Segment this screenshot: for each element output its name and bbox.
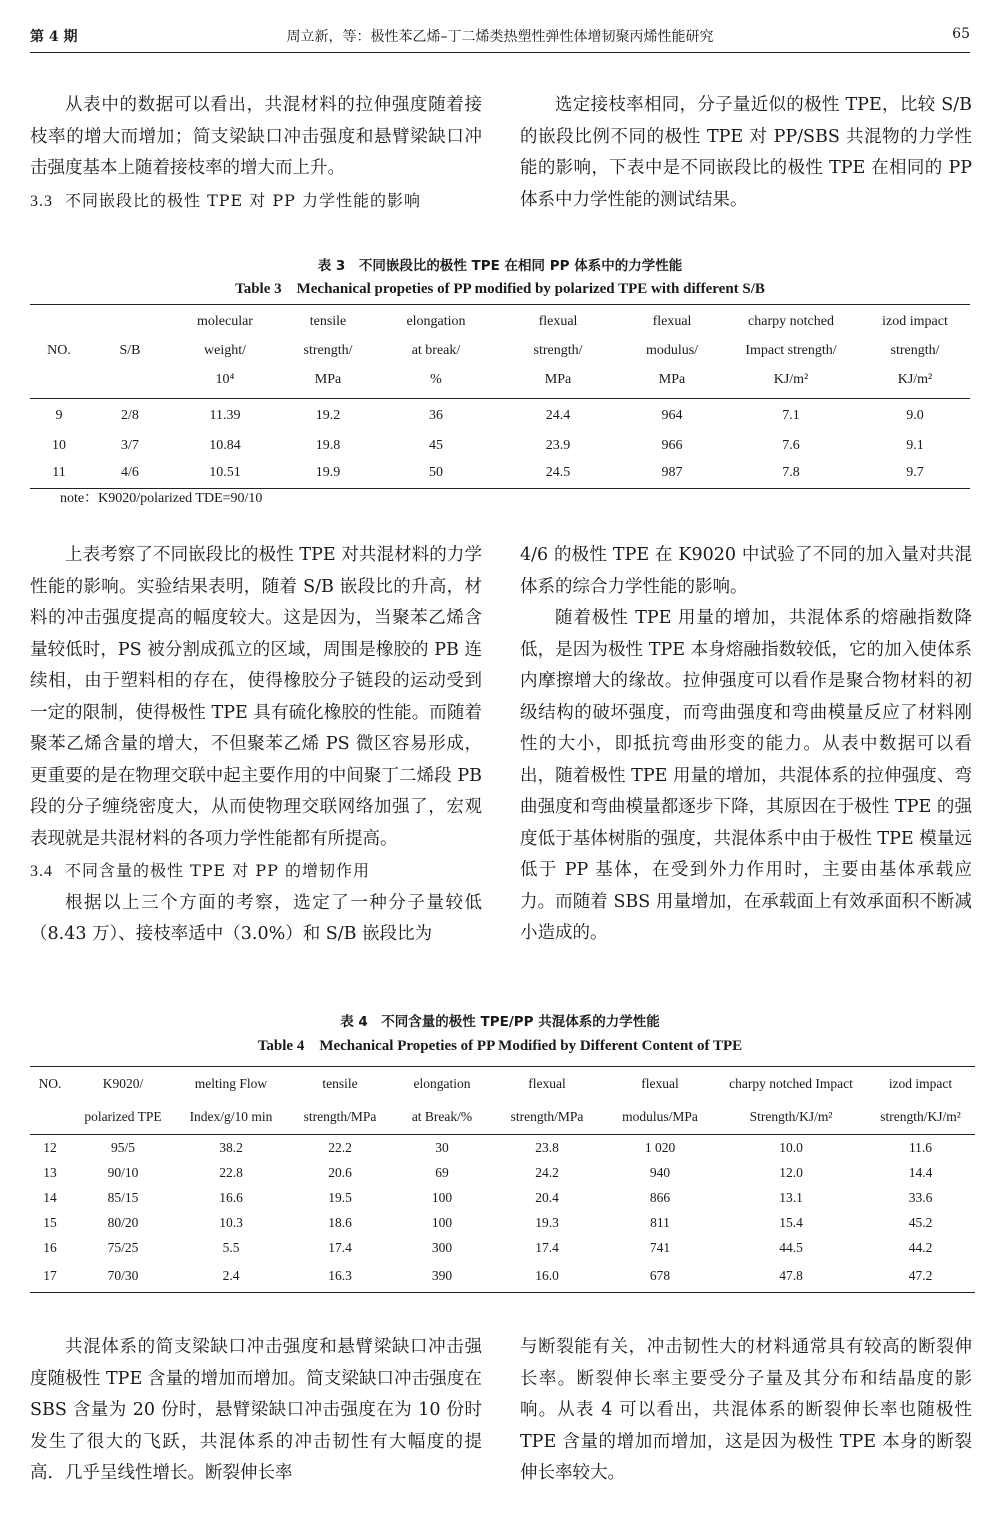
table-header-cell: strength/MPa bbox=[490, 1101, 604, 1135]
table-cell: 1 020 bbox=[644, 1139, 676, 1155]
table-cell: 9.7 bbox=[860, 459, 970, 489]
header-rule bbox=[30, 52, 970, 53]
table-header-cell: melting Flow bbox=[176, 1067, 286, 1101]
table-header-cell: Index/g/10 min bbox=[176, 1101, 286, 1135]
bottom-right-column bbox=[520, 1332, 972, 1490]
page-number: 65 bbox=[952, 26, 970, 42]
table-cell: 5.5 bbox=[222, 1240, 240, 1255]
table-cell: 24.5 bbox=[494, 459, 622, 489]
table-header-cell: Strength/KJ/m² bbox=[716, 1101, 866, 1135]
table-header-cell: strength/KJ/m² bbox=[866, 1101, 975, 1135]
table-cell: 741 bbox=[649, 1240, 671, 1255]
table-cell: 47.8 bbox=[716, 1261, 866, 1293]
table-cell: 22.2 bbox=[328, 1139, 352, 1155]
table-cell: 3/7 bbox=[121, 437, 139, 453]
middle-left-column bbox=[30, 540, 482, 951]
table3-caption-en: Table 3 Mechanical propeties of PP modified by polarized TPE with different S/B bbox=[235, 281, 765, 297]
table-header-cell: molecular bbox=[172, 305, 278, 339]
table-cell: 964 bbox=[661, 407, 683, 423]
table-header-cell: MPa bbox=[494, 363, 622, 399]
table-cell: 22.8 bbox=[219, 1165, 243, 1180]
running-title: 周立新，等：极性苯乙烯–丁二烯类热塑性弹性体增韧聚丙烯性能研究 bbox=[286, 29, 714, 45]
bottom-left-column bbox=[30, 1332, 482, 1490]
table-cell: 47.2 bbox=[866, 1261, 975, 1293]
table-row bbox=[30, 1236, 975, 1261]
table4-caption-en: Table 4 Mechanical Propeties of PP Modified by Different Content of TPE bbox=[257, 1038, 743, 1054]
paragraph: 上表考察了不同嵌段比的极性 TPE 对共混材料的力学性能的影响。实验结果表明，随着 S/B 嵌段比的升高，材料的冲击强度提高的幅度较大。这是因为，当聚苯乙烯含量较低时，PS 被分割成孤立的区域，周围是橡胶的 PB 连续相，由于塑料相的存在，使得橡胶分子链段的运动受到一定的限制，使得极性 TPE 具有硫化橡胶的性能。而随着聚苯乙烯含量的增大，不但聚苯乙烯 PS 微区容易形成，更重要的是在物理交联中起主要作用的中间聚丁二烯段 PB 段的分子缠绕密度大，从而使物理交联网络加强了，宏观表现就是共混材料的各项力学性能都有所提高。 bbox=[30, 545, 482, 849]
table-header-cell: elongation bbox=[394, 1067, 490, 1101]
table-cell: 18.6 bbox=[328, 1215, 352, 1230]
table-header-cell bbox=[88, 305, 172, 339]
table-row bbox=[30, 459, 970, 489]
table-cell: 10 bbox=[52, 437, 66, 453]
table-cell: 100 bbox=[431, 1215, 453, 1230]
table-cell: 4/6 bbox=[88, 459, 172, 489]
table-header-cell: NO. bbox=[30, 1067, 70, 1101]
table-header-cell: izod impact bbox=[866, 1067, 975, 1101]
table-cell: 13.1 bbox=[779, 1190, 803, 1205]
table-header-cell: flexual bbox=[604, 1067, 716, 1101]
table-header-cell: izod impact bbox=[860, 305, 970, 339]
table-cell: 20.4 bbox=[535, 1190, 559, 1205]
running-header bbox=[30, 12, 970, 52]
table-cell: 44.2 bbox=[908, 1240, 933, 1255]
paragraph: 4/6 的极性 TPE 在 K9020 中试验了不同的加入量对共混体系的综合力学性能的影响。 bbox=[520, 545, 972, 597]
table-header-cell: elongation bbox=[378, 305, 494, 339]
table-header-cell: flexual bbox=[622, 305, 722, 339]
table-cell: 10.0 bbox=[779, 1139, 803, 1155]
table-cell: 50 bbox=[378, 459, 494, 489]
table-cell: 2.4 bbox=[176, 1261, 286, 1293]
table-cell: 16.6 bbox=[219, 1190, 243, 1205]
table-row bbox=[30, 1211, 975, 1236]
table-header-cell: flexual bbox=[490, 1067, 604, 1101]
table-header-cell: MPa bbox=[278, 363, 378, 399]
section-number: 3.3 bbox=[30, 192, 53, 210]
table-header-cell: 10⁴ bbox=[172, 363, 278, 399]
table-cell: 90/10 bbox=[107, 1165, 139, 1180]
table-row bbox=[30, 1135, 975, 1161]
table-row bbox=[30, 433, 970, 459]
table-header-cell bbox=[30, 1101, 70, 1135]
table-cell: 811 bbox=[650, 1215, 670, 1230]
paragraph: 随着极性 TPE 用量的增加，共混体系的熔融指数降低，是因为极性 TPE 本身熔融指数较低，它的加入使体系内摩擦增大的缘故。拉伸强度可以看作是聚合物材料的初级结构的破坏强度，而弯曲强度和弯曲模量反应了材料刚性的大小，即抵抗弯曲形变的能力。从表中数据可以看出，随着极性 TPE 用量的增加，共混体系的拉伸强度、弯曲强度和弯曲模量都逐步下降，其原因在于极性 TPE 的强度低于基体树脂的强度，共混体系中由于极性 TPE 模量远低于 PP 基体，在受到外力作用时，主要由基体承载应力。而随着 SBS 用量增加，在承载面上有效承面积不断减小造成的。 bbox=[520, 608, 972, 943]
table-header-cell: charpy notched Impact bbox=[716, 1067, 866, 1101]
table4-caption-cn: 表 4 不同含量的极性 TPE/PP 共混体系的力学性能 bbox=[340, 1014, 660, 1030]
table-header-cell: Impact strength/ bbox=[745, 342, 837, 358]
table-cell: 24.2 bbox=[535, 1165, 559, 1180]
table-cell: 36 bbox=[429, 407, 443, 423]
table-cell: 11.39 bbox=[209, 407, 241, 423]
table-header-cell bbox=[30, 363, 88, 399]
table-cell: 15.4 bbox=[779, 1215, 803, 1230]
table-cell: 45.2 bbox=[908, 1215, 933, 1230]
section-number: 3.4 bbox=[30, 863, 53, 880]
table-cell: 9 bbox=[55, 407, 63, 423]
table3-note: note：K9020/polarized TDE=90/10 bbox=[60, 491, 263, 506]
table-cell: 100 bbox=[431, 1190, 453, 1205]
table-cell: 38.2 bbox=[219, 1139, 243, 1155]
table-cell: 30 bbox=[435, 1139, 449, 1155]
table-header-cell: KJ/m² bbox=[722, 363, 860, 399]
table-cell: 10.3 bbox=[219, 1215, 243, 1230]
table-row bbox=[30, 1161, 975, 1186]
table-cell: 19.9 bbox=[278, 459, 378, 489]
section-heading-3-3 bbox=[30, 185, 482, 218]
table-cell: 75/25 bbox=[107, 1240, 139, 1255]
table-header-cell: tensile bbox=[278, 305, 378, 339]
table-cell: 23.9 bbox=[545, 437, 571, 453]
table-cell: 10.84 bbox=[209, 437, 241, 453]
table-header-cell: NO. bbox=[47, 342, 71, 358]
table-cell: 15 bbox=[43, 1215, 57, 1230]
section-heading-3-4 bbox=[30, 855, 482, 888]
table-cell: 17 bbox=[30, 1261, 70, 1293]
top-left-column bbox=[30, 90, 482, 217]
table-header-cell: % bbox=[378, 363, 494, 399]
paragraph: 根据以上三个方面的考察，选定了一种分子量较低（8.43 万）、接枝率适中（3.0%）和 S/B 嵌段比为 bbox=[30, 892, 482, 944]
table-cell: 16.0 bbox=[490, 1261, 604, 1293]
table-cell: 23.8 bbox=[535, 1139, 559, 1155]
table-cell: 17.4 bbox=[535, 1240, 559, 1255]
table-cell: 678 bbox=[604, 1261, 716, 1293]
table-cell: 7.6 bbox=[782, 437, 800, 453]
table-cell: 19.8 bbox=[315, 437, 341, 453]
table-4 bbox=[30, 1066, 975, 1293]
table-row bbox=[30, 1261, 975, 1293]
table-header-cell: strength/MPa bbox=[286, 1101, 394, 1135]
table-cell: 10.51 bbox=[172, 459, 278, 489]
paragraph: 与断裂能有关，冲击韧性大的材料通常具有较高的断裂伸长率。断裂伸长率主要受分子量及其分布和结晶度的影响。从表 4 可以看出，共混体系的断裂伸长率也随极性 TPE 含量的增加而增加，这是因为极性 TPE 本身的断裂伸长率较大。 bbox=[520, 1337, 972, 1483]
table-cell: 11.6 bbox=[908, 1139, 933, 1155]
table-header-cell: charpy notched bbox=[722, 305, 860, 339]
table-cell: 12.0 bbox=[779, 1165, 803, 1180]
table-cell: 20.6 bbox=[328, 1165, 352, 1180]
table-cell: 2/8 bbox=[121, 407, 139, 423]
table-header-cell: strength/ bbox=[533, 342, 583, 358]
table-cell: 9.0 bbox=[906, 407, 924, 423]
table-header-cell: weight/ bbox=[204, 342, 246, 358]
table-header-cell: strength/ bbox=[890, 342, 940, 358]
table-header-cell: polarized TPE bbox=[70, 1101, 176, 1135]
table-cell: 24.4 bbox=[545, 407, 571, 423]
table-cell: 13 bbox=[43, 1165, 57, 1180]
table-cell: 300 bbox=[431, 1240, 453, 1255]
table-cell: 866 bbox=[649, 1190, 671, 1205]
table-header-cell: flexual bbox=[494, 305, 622, 339]
table-cell: 940 bbox=[649, 1165, 671, 1180]
table-header-cell: S/B bbox=[119, 342, 141, 358]
section-title: 不同含量的极性 TPE 对 PP 的增韧作用 bbox=[65, 861, 370, 880]
table-header-cell: tensile bbox=[286, 1067, 394, 1101]
table-cell: 7.1 bbox=[782, 407, 800, 423]
table-header-cell: MPa bbox=[622, 363, 722, 399]
table-cell: 16.3 bbox=[286, 1261, 394, 1293]
table-header-cell: at break/ bbox=[411, 342, 461, 358]
table-cell: 69 bbox=[435, 1165, 449, 1180]
table-cell: 16 bbox=[43, 1240, 57, 1255]
middle-right-column bbox=[520, 540, 972, 950]
table-cell: 19.3 bbox=[535, 1215, 559, 1230]
table-3 bbox=[30, 304, 970, 489]
table-cell: 390 bbox=[394, 1261, 490, 1293]
table-cell: 95/5 bbox=[110, 1139, 135, 1155]
table-cell: 44.5 bbox=[779, 1240, 803, 1255]
table-header-cell: K9020/ bbox=[70, 1067, 176, 1101]
table-cell: 14.4 bbox=[908, 1165, 933, 1180]
table-cell: 70/30 bbox=[70, 1261, 176, 1293]
table-cell: 9.1 bbox=[906, 437, 924, 453]
table-cell: 11 bbox=[30, 459, 88, 489]
table-cell: 17.4 bbox=[328, 1240, 352, 1255]
table-cell: 987 bbox=[622, 459, 722, 489]
table-cell: 19.2 bbox=[315, 407, 341, 423]
paragraph: 从表中的数据可以看出，共混材料的拉伸强度随着接枝率的增大而增加；简支梁缺口冲击强度和悬臂梁缺口冲击强度基本上随着接枝率的增大而上升。 bbox=[30, 95, 482, 178]
table-cell: 80/20 bbox=[107, 1215, 139, 1230]
issue-number: 第 4 期 bbox=[30, 29, 78, 45]
table-cell: 19.5 bbox=[328, 1190, 352, 1205]
table-cell: 85/15 bbox=[107, 1190, 139, 1205]
table-header-cell bbox=[88, 363, 172, 399]
table-header-cell: strength/ bbox=[303, 342, 353, 358]
table-header-cell: KJ/m² bbox=[860, 363, 970, 399]
table-cell: 33.6 bbox=[908, 1190, 933, 1205]
table-header-cell bbox=[30, 305, 88, 339]
paragraph: 选定接枝率相同，分子量近似的极性 TPE，比较 S/B 的嵌段比例不同的极性 TPE 对 PP/SBS 共混物的力学性能的影响，下表中是不同嵌段比的极性 TPE 在相同的 PP 体系中力学性能的测试结果。 bbox=[520, 95, 972, 210]
table3-caption-cn: 表 3 不同嵌段比的极性 TPE 在相同 PP 体系中的力学性能 bbox=[317, 258, 683, 274]
table-cell: 45 bbox=[429, 437, 443, 453]
table-row bbox=[30, 399, 970, 433]
table-row bbox=[30, 1186, 975, 1211]
table-cell: 7.8 bbox=[722, 459, 860, 489]
table-cell: 966 bbox=[661, 437, 683, 453]
top-right-column bbox=[520, 90, 972, 216]
table-header-cell: at Break/% bbox=[394, 1101, 490, 1135]
paragraph: 共混体系的简支梁缺口冲击强度和悬臂梁缺口冲击强度随极性 TPE 含量的增加而增加。简支梁缺口冲击强度在 SBS 含量为 20 份时，悬臂梁缺口冲击强度在为 10 份时发生了很大的飞跃，共混体系的冲击韧性有大幅度的提高．几乎呈线性增长。断裂伸长率 bbox=[30, 1337, 482, 1483]
section-title: 不同嵌段比的极性 TPE 对 PP 力学性能的影响 bbox=[65, 190, 421, 210]
table-cell: 12 bbox=[43, 1139, 57, 1155]
table-header-cell: modulus/MPa bbox=[604, 1101, 716, 1135]
table-cell: 14 bbox=[43, 1190, 57, 1205]
table-header-cell: modulus/ bbox=[645, 342, 699, 358]
